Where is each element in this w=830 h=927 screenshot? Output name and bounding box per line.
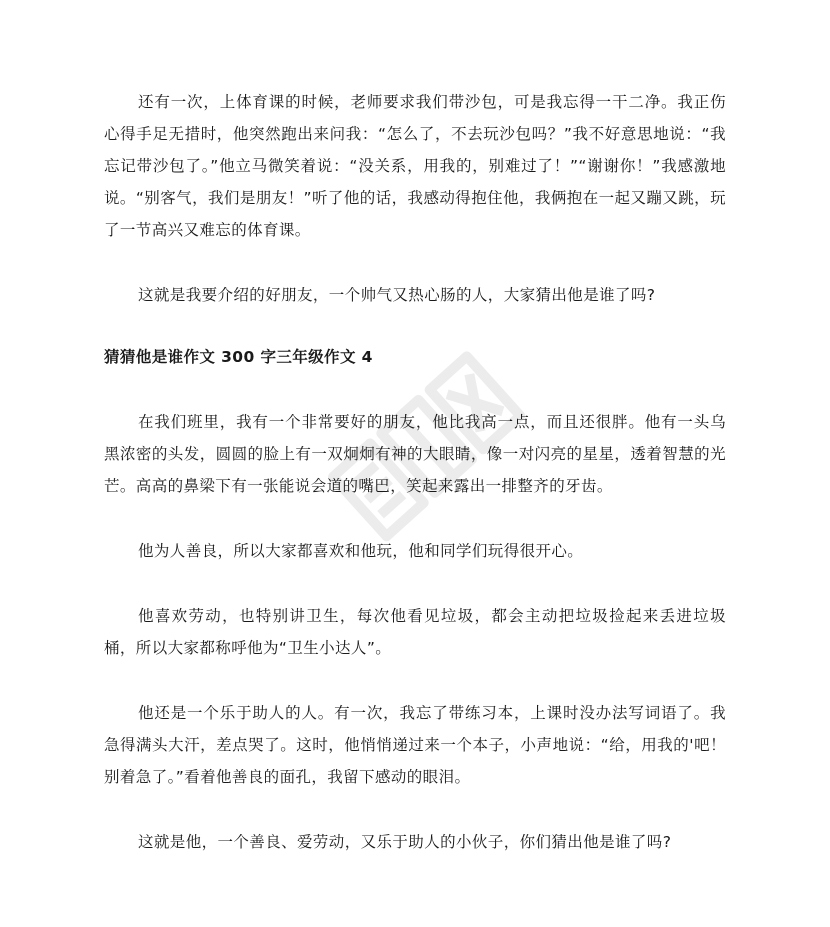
paragraph-closing-2: 这就是他，一个善良、爱劳动，又乐于助人的小伙子，你们猜出他是谁了吗? xyxy=(138,833,672,851)
paragraph-hygiene: 他喜欢劳动，也特别讲卫生，每次他看见垃圾，都会主动把垃圾捡起来丢进垃圾桶，所以大家都称呼他为“卫生小达人”。 xyxy=(104,607,726,657)
paragraph-description: 在我们班里，我有一个非常要好的朋友，他比我高一点，而且还很胖。他有一头乌黑浓密的头发，圆圆的脸上有一双炯炯有神的大眼睛，像一对闪亮的星星，透着智慧的光芒。高高的鼻梁下有一张能说会道的嘴巴，笑起来露出一排整齐的牙齿。 xyxy=(104,413,726,495)
document-body xyxy=(104,86,726,891)
paragraph-kindness: 他为人善良，所以大家都喜欢和他玩，他和同学们玩得很开心。 xyxy=(138,542,584,560)
paragraph-pe-class-story: 还有一次，上体育课的时候，老师要求我们带沙包，可是我忘得一干二净。我正伤心得手足无措时，他突然跑出来问我：“怎么了，不去玩沙包吗？”我不好意思地说：“我忘记带沙包了。”他立马微笑着说：“没关系，用我的，别难过了！”“谢谢你！”我感激地说。“别客气，我们是朋友！”听了他的话，我感动得抱住他，我俩抱在一起又蹦又跳，玩了一节高兴又难忘的体育课。 xyxy=(104,93,726,239)
essay-heading: 猜猜他是谁作文 300 字三年级作文 4 xyxy=(104,348,373,366)
paragraph-helpful: 他还是一个乐于助人的人。有一次，我忘了带练习本，上课时没办法写词语了。我急得满头大汗，差点哭了。这时，他悄悄递过来一个本子，小声地说：“给，用我的'吧！别着急了。”看着他善良的面孔，我留下感动的眼泪。 xyxy=(104,704,726,786)
paragraph-closing-1: 这就是我要介绍的好朋友，一个帅气又热心肠的人，大家猜出他是谁了吗? xyxy=(138,286,656,304)
